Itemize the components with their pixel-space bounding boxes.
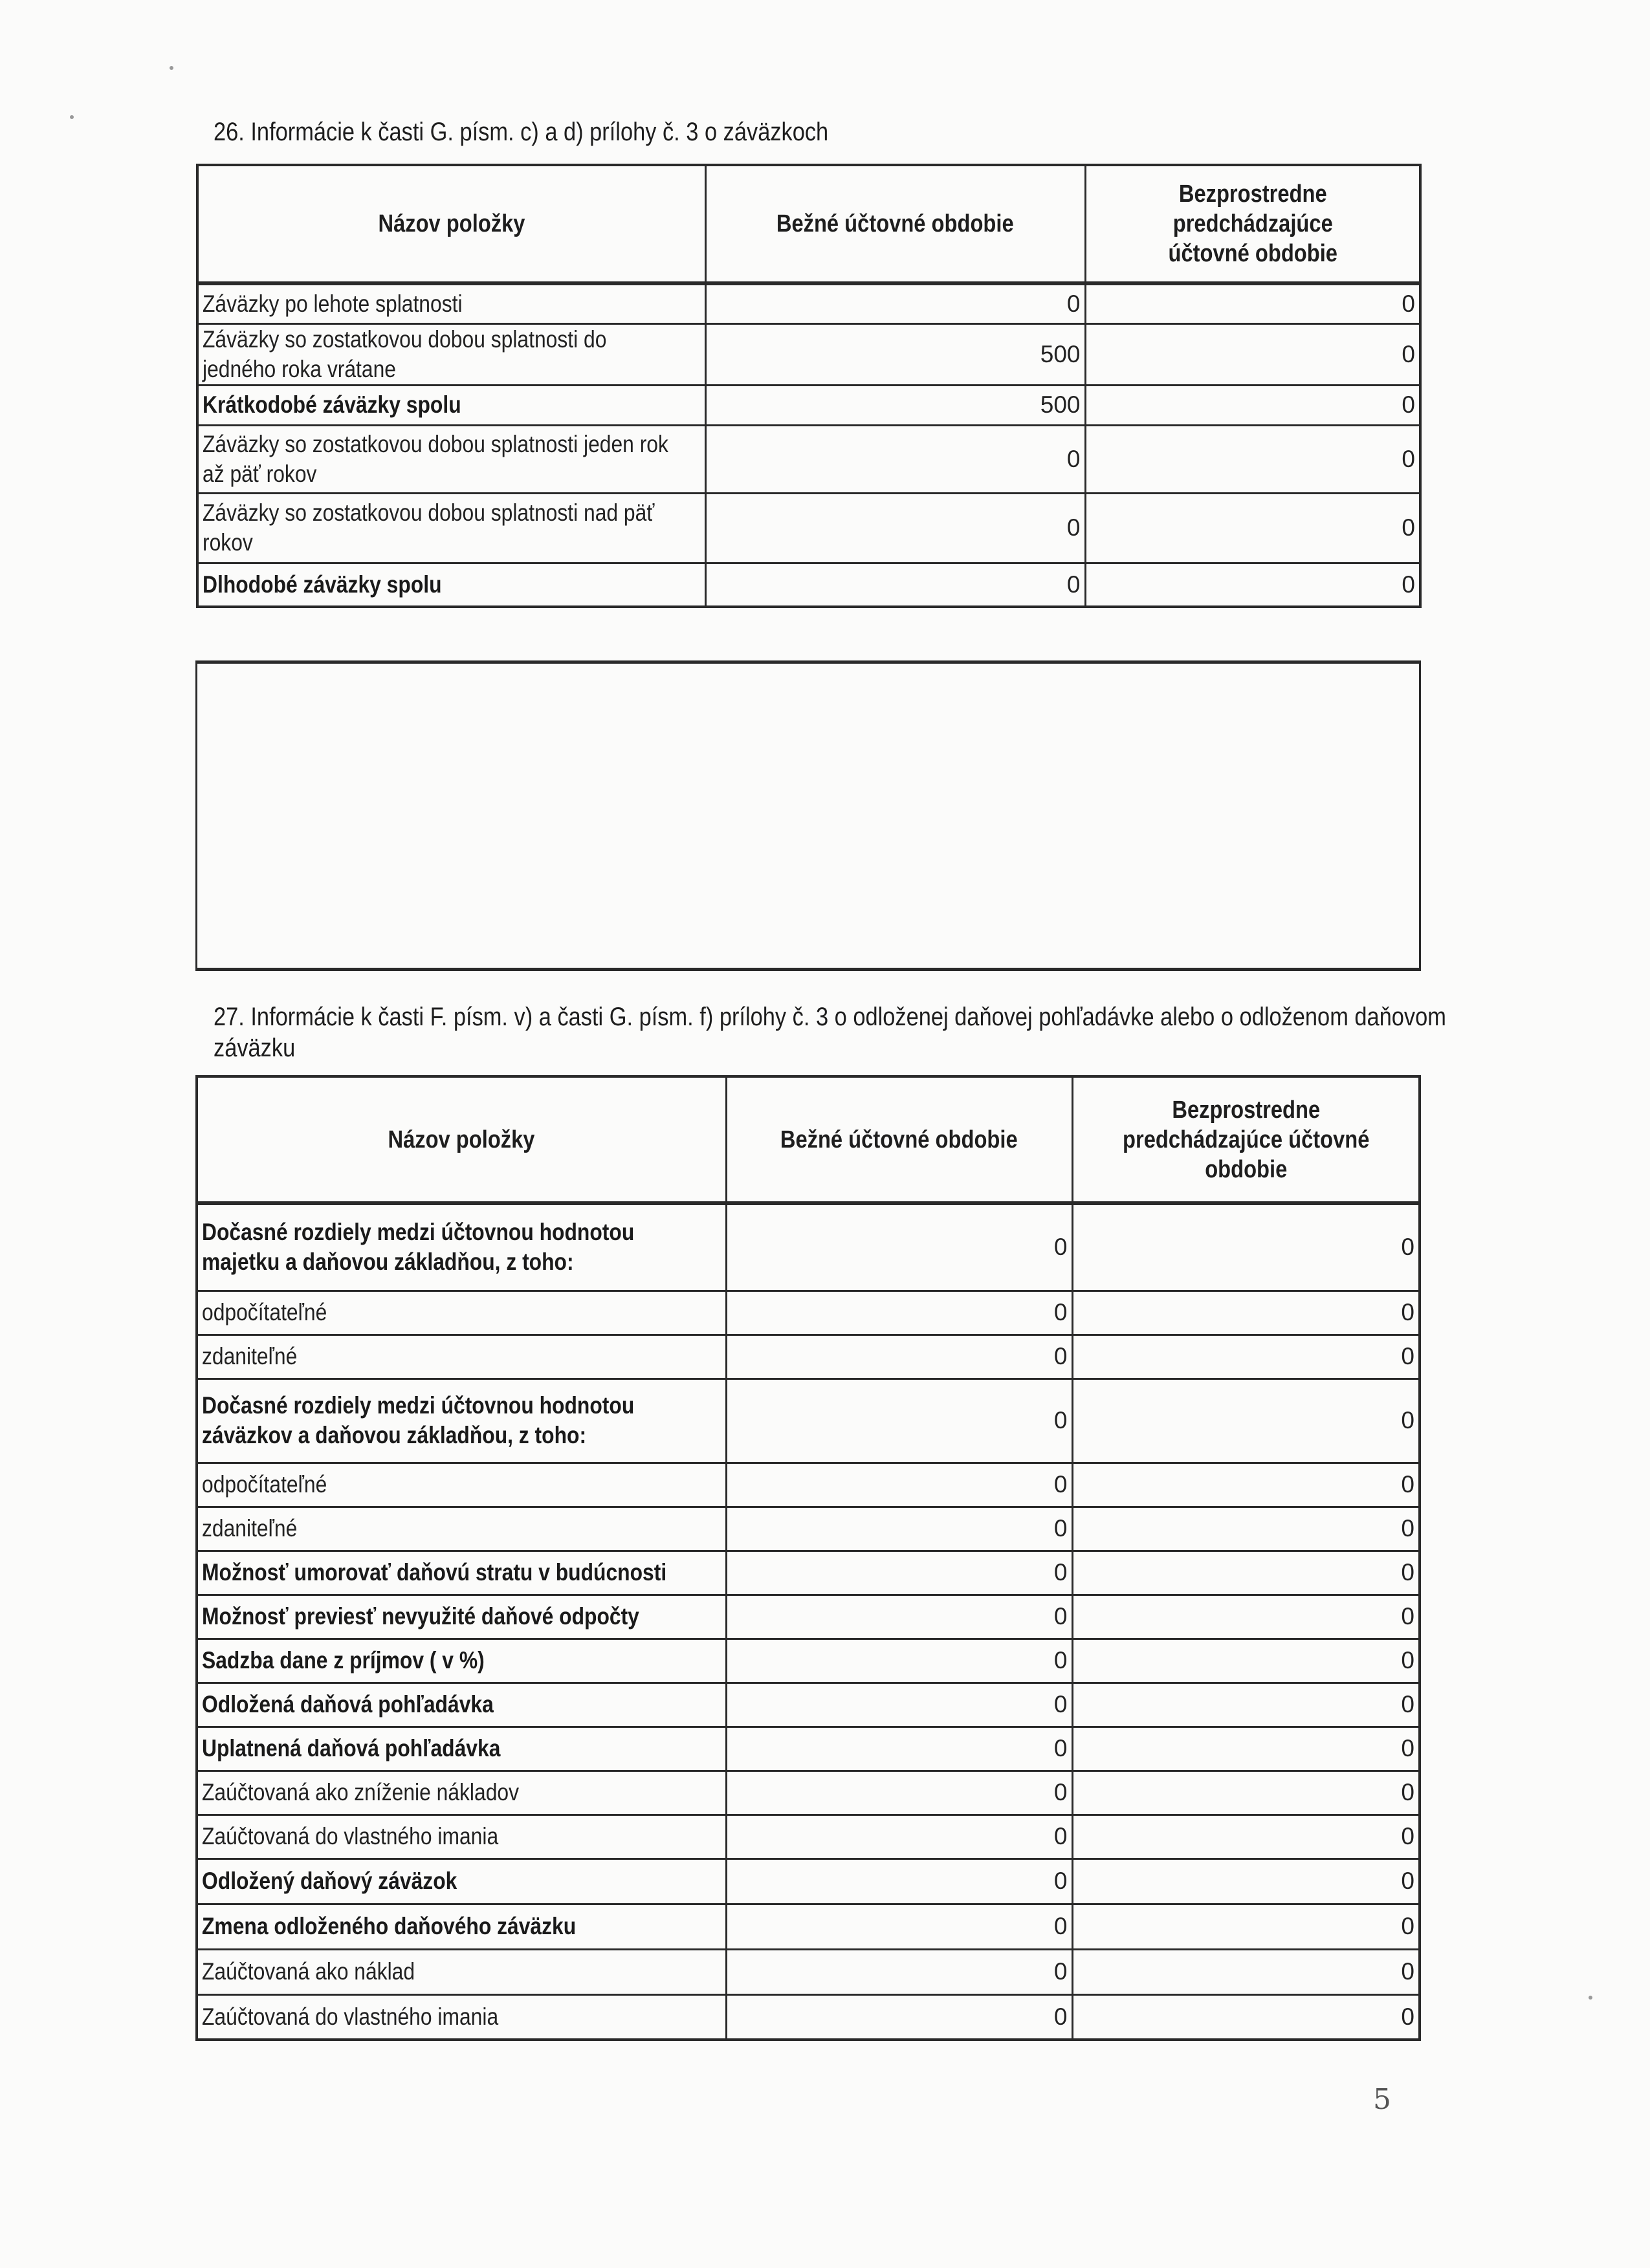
current-period-value: 0	[705, 283, 1085, 323]
row-label: Zaúčtovaná ako náklad	[202, 1958, 415, 1985]
table-row	[197, 493, 1420, 563]
row-label: Odložená daňová pohľadávka	[202, 1691, 494, 1717]
current-period-value: 0	[726, 1291, 1072, 1335]
previous-period-value: 0	[1072, 1595, 1420, 1639]
row-label: Sadzba dane z príjmov ( v %)	[202, 1647, 485, 1674]
previous-period-value: 0	[1072, 1683, 1420, 1727]
current-period-value: 0	[726, 1595, 1072, 1639]
current-period-value: 0	[726, 1994, 1072, 2040]
current-period-value: 0	[726, 1379, 1072, 1463]
table-row	[197, 1727, 1420, 1771]
previous-period-value: 0	[1085, 425, 1420, 493]
column-header-current-period: Bežné účtovné obdobie	[726, 1076, 1072, 1203]
row-label: Záväzky so zostatkovou dobou splatnosti nad päť rokov	[203, 499, 655, 556]
previous-period-value: 0	[1072, 1904, 1420, 1949]
table-row	[197, 1595, 1420, 1639]
row-label: Zmena odloženého daňového záväzku	[202, 1913, 577, 1939]
current-period-value: 0	[705, 425, 1085, 493]
scan-speck	[170, 66, 173, 70]
row-label: Záväzky so zostatkovou dobou splatnosti do jedného roka vrátane	[203, 325, 607, 382]
row-label: Krátkodobé záväzky spolu	[203, 391, 461, 418]
current-period-value: 0	[726, 1683, 1072, 1727]
current-period-value: 0	[705, 563, 1085, 607]
row-label: zdaniteľné	[202, 1343, 298, 1369]
row-label: Zaúčtovaná do vlastného imania	[202, 2003, 499, 2030]
previous-period-value: 0	[1072, 1639, 1420, 1683]
previous-period-value: 0	[1072, 1771, 1420, 1815]
column-header-previous-period: Bezprostredne predchádzajúce účtovné obdobie	[1085, 165, 1420, 283]
section-26-heading: 26. Informácie k časti G. písm. c) a d) prílohy č. 3 o záväzkoch	[214, 118, 829, 146]
previous-period-value: 0	[1072, 1949, 1420, 1994]
deferred-tax-table	[195, 1075, 1421, 2041]
row-label: zdaniteľné	[202, 1515, 298, 1542]
row-label: Uplatnená daňová pohľadávka	[202, 1735, 501, 1761]
current-period-value: 0	[726, 1639, 1072, 1683]
table-row	[197, 1335, 1420, 1379]
current-period-value: 0	[726, 1859, 1072, 1904]
current-period-value: 0	[726, 1904, 1072, 1949]
row-label: Dočasné rozdiely medzi účtovnou hodnotou majetku a daňovou základňou, z toho:	[202, 1219, 635, 1276]
table-row	[197, 1291, 1420, 1335]
current-period-value: 0	[726, 1727, 1072, 1771]
column-header-previous-period: Bezprostredne predchádzajúce účtovné obdobie	[1072, 1076, 1420, 1203]
table-row	[197, 323, 1420, 385]
table-header-row	[197, 1076, 1420, 1203]
current-period-value: 0	[705, 493, 1085, 563]
current-period-value: 0	[726, 1203, 1072, 1291]
row-label: Odložený daňový záväzok	[202, 1868, 457, 1894]
table-row	[197, 1551, 1420, 1595]
current-period-value: 0	[726, 1949, 1072, 1994]
table-row	[197, 1949, 1420, 1994]
previous-period-value: 0	[1085, 283, 1420, 323]
row-label: Záväzky so zostatkovou dobou splatnosti jeden rok až päť rokov	[203, 430, 668, 487]
column-header-current-period: Bežné účtovné obdobie	[705, 165, 1085, 283]
previous-period-value: 0	[1085, 385, 1420, 425]
table-header-row	[197, 165, 1420, 283]
table-row	[197, 283, 1420, 323]
row-label: Zaúčtovaná ako zníženie nákladov	[202, 1779, 519, 1805]
liabilities-table	[196, 164, 1422, 608]
previous-period-value: 0	[1072, 1463, 1420, 1507]
previous-period-value: 0	[1072, 1815, 1420, 1859]
page-number: 5	[1373, 2083, 1391, 2116]
row-label: Možnosť previesť nevyužité daňové odpočty	[202, 1603, 639, 1630]
table-row	[197, 1639, 1420, 1683]
previous-period-value: 0	[1072, 1994, 1420, 2040]
column-header-item-name: Názov položky	[197, 165, 705, 283]
current-period-value: 0	[726, 1771, 1072, 1815]
current-period-value: 0	[726, 1335, 1072, 1379]
table-row	[197, 1683, 1420, 1727]
current-period-value: 0	[726, 1507, 1072, 1551]
current-period-value: 0	[726, 1463, 1072, 1507]
table-row	[197, 385, 1420, 425]
table-row	[197, 1904, 1420, 1949]
previous-period-value: 0	[1072, 1291, 1420, 1335]
section-27-heading: 27. Informácie k časti F. písm. v) a časti G. písm. f) prílohy č. 3 o odloženej daňovej pohľadávke alebo o odloženom daňovom záväzku	[214, 1003, 1446, 1062]
previous-period-value: 0	[1072, 1203, 1420, 1291]
table-row	[197, 1859, 1420, 1904]
previous-period-value: 0	[1072, 1335, 1420, 1379]
previous-period-value: 0	[1072, 1859, 1420, 1904]
previous-period-value: 0	[1072, 1379, 1420, 1463]
scan-speck	[70, 115, 74, 119]
table-row	[197, 1994, 1420, 2040]
row-label: Zaúčtovaná do vlastného imania	[202, 1823, 499, 1849]
row-label: odpočítateľné	[202, 1471, 327, 1498]
row-label: Dlhodobé záväzky spolu	[203, 571, 442, 598]
table-row	[197, 1815, 1420, 1859]
previous-period-value: 0	[1072, 1551, 1420, 1595]
previous-period-value: 0	[1085, 493, 1420, 563]
current-period-value: 0	[726, 1551, 1072, 1595]
row-label: Záväzky po lehote splatnosti	[203, 290, 463, 317]
previous-period-value: 0	[1072, 1507, 1420, 1551]
notes-box	[195, 660, 1421, 971]
previous-period-value: 0	[1072, 1727, 1420, 1771]
current-period-value: 0	[726, 1815, 1072, 1859]
table-row	[197, 563, 1420, 607]
current-period-value: 500	[705, 323, 1085, 385]
row-label: Možnosť umorovať daňovú stratu v budúcnosti	[202, 1559, 667, 1586]
column-header-item-name: Názov položky	[197, 1076, 726, 1203]
table-row	[197, 425, 1420, 493]
previous-period-value: 0	[1085, 323, 1420, 385]
table-row	[197, 1771, 1420, 1815]
scan-speck	[1589, 1996, 1592, 2000]
current-period-value: 500	[705, 385, 1085, 425]
table-row	[197, 1463, 1420, 1507]
row-label: odpočítateľné	[202, 1299, 327, 1325]
previous-period-value: 0	[1085, 563, 1420, 607]
table-row	[197, 1507, 1420, 1551]
row-label: Dočasné rozdiely medzi účtovnou hodnotou záväzkov a daňovou základňou, z toho:	[202, 1392, 635, 1448]
table-row	[197, 1203, 1420, 1291]
table-row	[197, 1379, 1420, 1463]
